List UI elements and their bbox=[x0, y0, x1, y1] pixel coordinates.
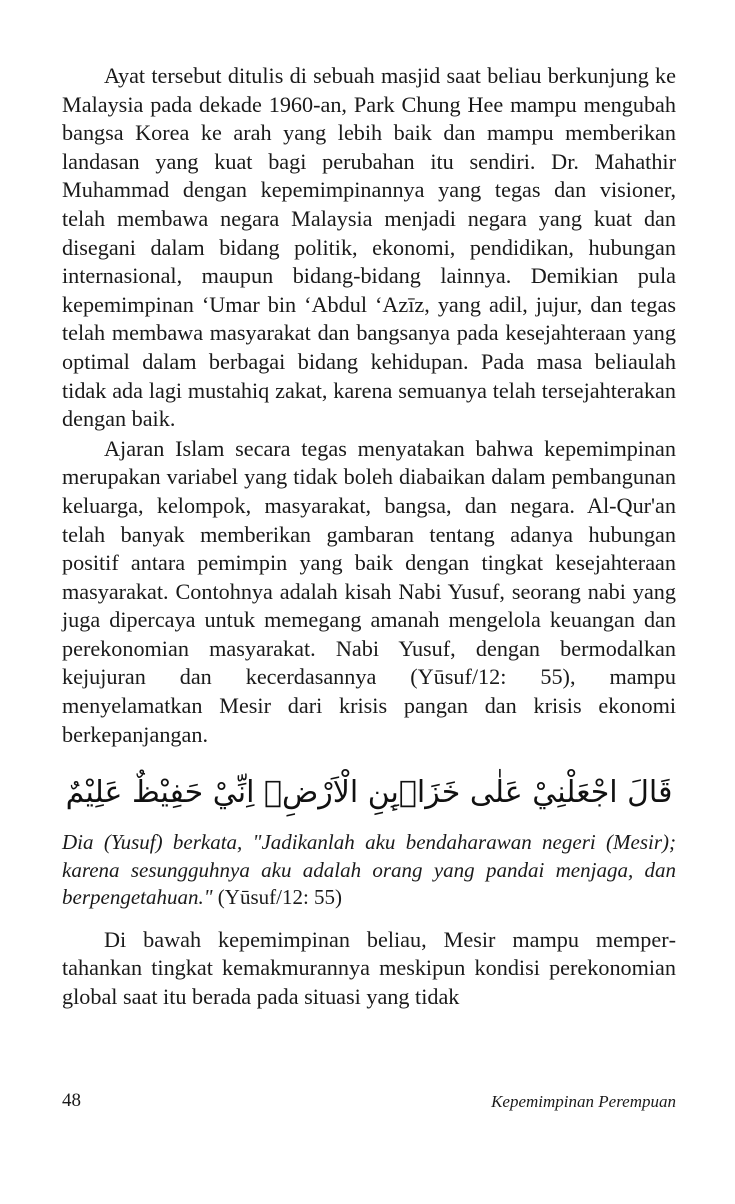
translation-text: Dia (Yusuf) berkata, "Jadikanlah aku bendaharawan negeri (Mesir); karena sesungguhnya aku adalah orang yang pandai menjaga, dan berpengetahuan." bbox=[62, 830, 676, 910]
page-footer bbox=[62, 1090, 676, 1116]
paragraph-leaders: Ayat tersebut ditulis di sebuah masjid saat beliau berkunjung ke Malaysia pada dekade 1960-an, Park Chung Hee mampu mengubah bangsa Korea ke arah yang lebih baik dan mampu memberikan landasan yang kuat bagi perubahan itu sendiri. Dr. Mahathir Muhammad dengan kepemimpinannya yang tegas dan visioner, telah membawa negara Malaysia menjadi negara yang kuat dan disegani dalam bidang politik, ekonomi, pendidikan, hubungan internasional, maupun bidang-bidang lainnya. Demikian pula kepemimpinan ‘Umar bin ‘Abdul ‘Azīz, yang adil, jujur, dan tegas telah membawa masyarakat dan bangsanya pada kesejahteraan yang optimal dalam berbagai bidang kehidupan. Pada masa beliaulah tidak ada lagi mustahiq zakat, karena semuanya telah tersejahterakan dengan baik. bbox=[62, 63, 676, 432]
arabic-verse: قَالَ اجْعَلْنِيْ عَلٰى خَزَاۤىِٕنِ الْاَرْضِۚ اِنِّيْ حَفِيْظٌ عَلِيْمٌ bbox=[65, 775, 673, 811]
paragraph-closing: Di bawah kepemimpinan beliau, Mesir mampu mempertahankan tingkat kemakmurannya meskipun kondisi perekonomian global saat itu berada pada situasi yang tidak bbox=[62, 926, 676, 1009]
verse-translation bbox=[62, 829, 676, 912]
running-title: Kepemimpinan Perempuan bbox=[491, 1092, 676, 1111]
paragraph-islam-leadership: Ajaran Islam secara tegas menyatakan bahwa kepemimpinan merupakan variabel yang tidak boleh diabaikan dalam pembangunan keluarga, kelompok, masyarakat, bangsa, dan negara. Al-Qur'an telah banyak memberikan gambaran tentang adanya hubungan positif antara pemimpin yang baik dengan tingkat kesejahteraan masyarakat. Contohnya adalah kisah Nabi Yusuf, seorang nabi yang juga dipercaya untuk memegang amanah mengelola keuangan dan perekonomian masyarakat. Nabi Yusuf, dengan bermodalkan kejujuran dan kecerdasannya (Yūsuf/12: 55), mampu menyelamatkan Mesir dari krisis pangan dan krisis ekonomi berkepanjangan. bbox=[62, 435, 676, 747]
page-body bbox=[62, 62, 676, 1012]
page-number: 48 bbox=[62, 1090, 81, 1111]
translation-reference: (Yūsuf/12: 55) bbox=[212, 885, 343, 910]
